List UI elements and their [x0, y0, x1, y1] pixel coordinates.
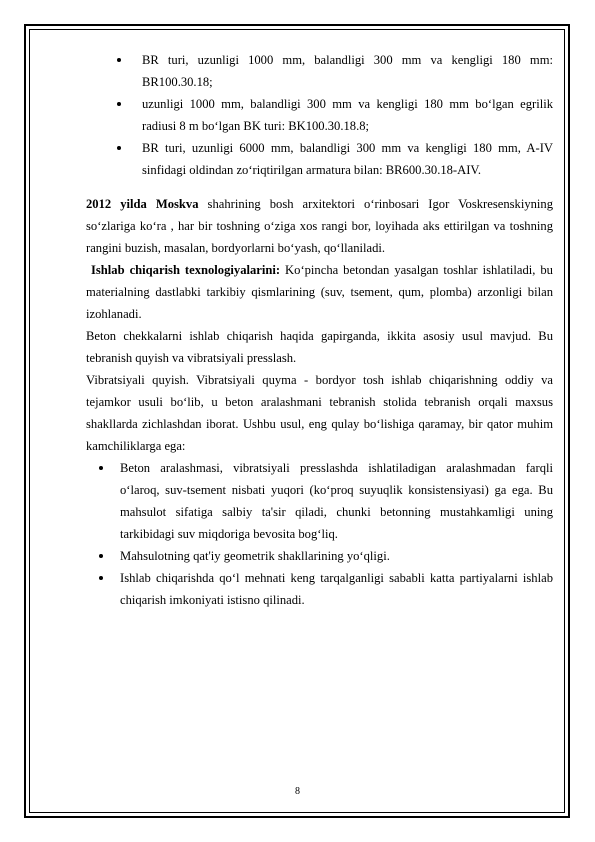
list-item-text: uzunligi 1000 mm, balandligi 300 mm va kengligi 180 mm bo‘lgan egrilik radiusi 8 m bo‘lgan BK turi: BK100.30.18.8;	[142, 97, 553, 133]
bullet-icon	[117, 146, 121, 150]
list-item	[86, 137, 553, 181]
paragraph-text: Ko‘pincha betondan yasalgan toshlar ishlatiladi, bu materialning dastlabki tarkibiy qismlarining (suv, tsement, qum, plomba) arzonligi bilan izohlanadi.	[86, 263, 553, 321]
bullet-icon	[99, 554, 103, 558]
paragraph-text: Vibratsiyali quyish. Vibratsiyali quyma - bordyor tosh ishlab chiqarishning oddiy va tejamkor usuli bo‘lib, u beton aralashmani tebranish stolida tebranish orqali maxsus shakllarda zichlashdan iborat. Ushbu usul, eng qulay bo‘lishiga qaramay, bir qator muhim kamchiliklarga ega:	[86, 373, 553, 453]
list-item-text: Beton aralashmasi, vibratsiyali presslashda ishlatiladigan aralashmadan farqli o‘laroq, suv-tsement nisbati yuqori (ko‘proq suyuqlik konsistensiyasi) ga ega. Bu mahsulot sifatiga salbiy ta'sir qiladi, chunki betonning mustahkamligi uning tarkibidagi suv miqdoriga bevosita bog‘liq.	[120, 461, 553, 541]
paragraph-moskva	[86, 193, 553, 259]
list-item	[86, 567, 553, 611]
list-item-text: Mahsulotning qat'iy geometrik shakllarining yo‘qligi.	[120, 549, 390, 563]
list-item	[86, 545, 553, 567]
list-item-text: BR turi, uzunligi 6000 mm, balandligi 300 mm va kengligi 180 mm, A-IV sinfidagi oldindan zo‘riqtirilgan armatura bilan: BR600.30.18-AIV.	[142, 141, 553, 177]
paragraph-text: Beton chekkalarni ishlab chiqarish haqida gapirganda, ikkita asosiy usul mavjud. Bu tebranish quyish va vibratsiyali presslash.	[86, 329, 553, 365]
list-item-text: Ishlab chiqarishda qo‘l mehnati keng tarqalganligi sababli katta partiyalarni ishlab chiqarish imkoniyati istisno qilinadi.	[120, 571, 553, 607]
paragraph-lead-bold: Ishlab chiqarish texnologiyalarini:	[90, 263, 281, 277]
list-item	[86, 457, 553, 545]
bullet-icon	[99, 576, 103, 580]
document-body	[86, 49, 553, 611]
page-number: 8	[295, 786, 300, 797]
bullet-icon	[117, 102, 121, 106]
list-item-text: BR turi, uzunligi 1000 mm, balandligi 300 mm va kengligi 180 mm: BR100.30.18;	[142, 53, 553, 89]
list-item	[86, 49, 553, 93]
list-item	[86, 93, 553, 137]
bullet-icon	[99, 466, 103, 470]
paragraph-lead-bold: 2012 yilda Moskva	[86, 197, 199, 211]
paragraph-technology	[86, 259, 553, 325]
bullet-icon	[117, 58, 121, 62]
paragraph-vibration-casting	[86, 369, 553, 457]
paragraph-methods	[86, 325, 553, 369]
paragraph-text: shahrining bosh arxitektori o‘rinbosari Igor Voskresenskiyning so‘zlariga ko‘ra , har bir toshning o‘ziga xos rangi bor, loyihada aks ettirilgan va toshning rangini buzish, masalan, bordyorlarni bo‘yash, qo‘llaniladi.	[86, 197, 553, 255]
